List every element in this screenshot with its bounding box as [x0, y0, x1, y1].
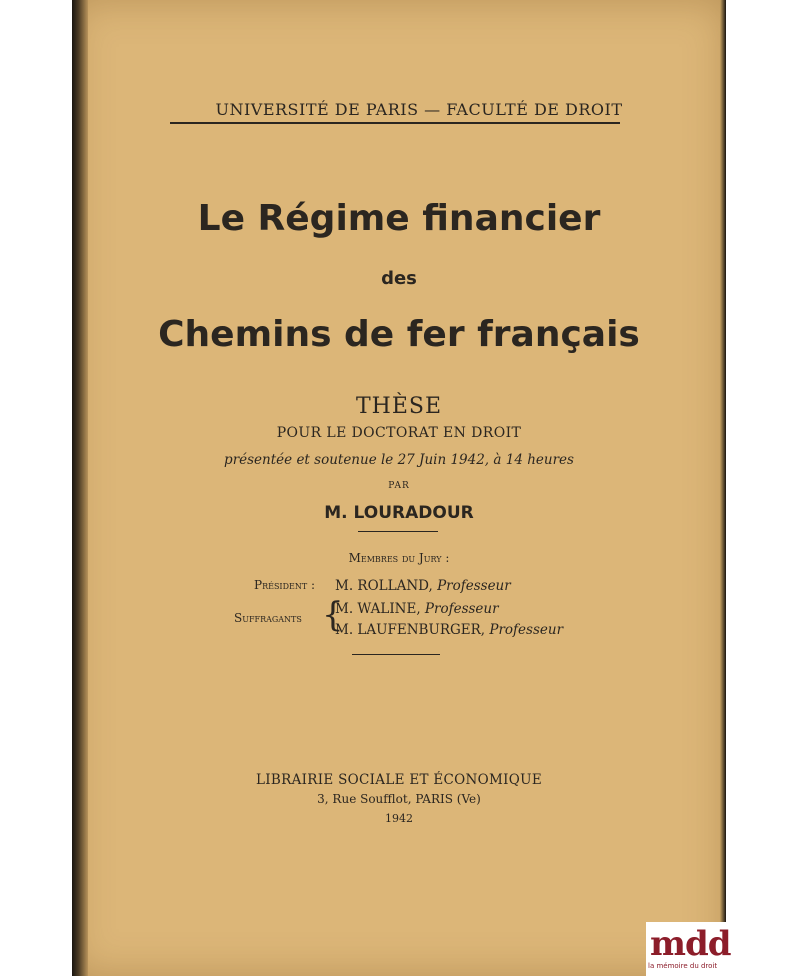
thesis-label: THÈSE: [355, 394, 443, 419]
title-line-2: des: [381, 268, 417, 289]
suffragant-name: M. WALINE,: [335, 601, 421, 617]
publisher-address: 3, Rue Soufflot, PARIS (Ve): [317, 792, 481, 806]
logo-tagline: la mémoire du droit: [648, 962, 718, 970]
president-title: Professeur: [437, 578, 511, 594]
author-rule: [358, 531, 438, 532]
jury-heading: Membres du Jury :: [348, 551, 450, 565]
logo-mark: mdd: [650, 924, 731, 964]
publication-year: 1942: [385, 812, 413, 825]
suffragant-entry: [335, 601, 499, 617]
by-label: PAR: [388, 481, 410, 491]
degree-line: POUR LE DOCTORAT EN DROIT: [276, 425, 522, 441]
president-name: M. ROLLAND,: [335, 578, 433, 594]
suffragant-name: M. LAUFENBURGER,: [335, 622, 486, 638]
suffragant-entry: [335, 622, 563, 638]
publisher-name: LIBRAIRIE SOCIALE ET ÉCONOMIQUE: [256, 772, 542, 788]
jury-rule: [352, 654, 440, 655]
institution-header: UNIVERSITÉ DE PARIS — FACULTÉ DE DROIT: [215, 100, 623, 119]
author-name: M. LOURADOUR: [324, 503, 474, 523]
president-label: Président :: [254, 578, 316, 592]
suffragant-title: Professeur: [489, 622, 564, 638]
header-rule: [170, 122, 620, 124]
title-line-1: Le Régime financier: [197, 198, 601, 239]
suffragants-label: Suffragants: [234, 611, 302, 625]
book-cover: [72, 0, 726, 976]
suffragant-title: Professeur: [424, 601, 499, 617]
president-entry: [335, 578, 511, 594]
title-line-3: Chemins de fer français: [158, 314, 640, 355]
defense-date-line: présentée et soutenue le 27 Juin 1942, à 14 heures: [224, 452, 574, 468]
suffragants-brace: {: [322, 595, 344, 635]
